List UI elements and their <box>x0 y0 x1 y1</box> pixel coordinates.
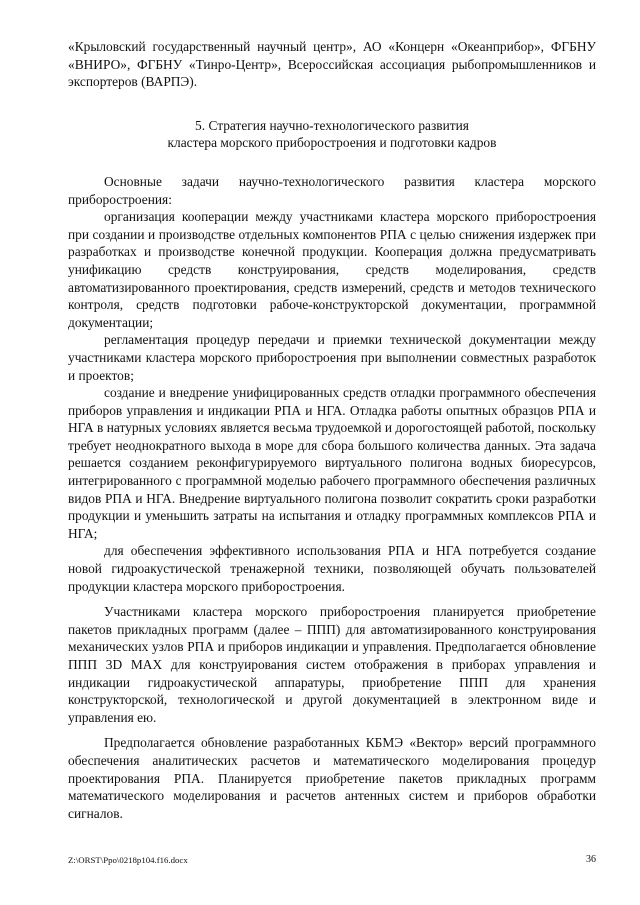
footer-file-path: Z:\ORST\Ppo\0218p104.f16.docx <box>68 855 188 865</box>
paragraph-training-equipment: для обеспечения эффективного использования РПА и НГА потребуется создание новой гидроакустической тренажерной техники, позволяющей обучать пользователей продукции кластера морского приборостроения. <box>68 543 596 594</box>
paragraph-main-tasks: Основные задачи научно-технологического развития кластера морского приборостроения: <box>68 173 596 207</box>
paragraph-debugging-tools: создание и внедрение унифицированных средств отладки программного обеспечения приборов управления и индикации РПА и НГА. Отладка работы опытных образцов РПА и НГА в натурных условиях является весьма трудоемкой и дорогостоящей работой, поскольку требует неоднократного выхода в море для сбора большого количества данных. Эта задача решается созданием реконфигурируемого виртуального полигона водных биоресурсов, интегрированного с программной моделью рабочего программного обеспечения различных видов РПА и НГА. Внедрение виртуального полигона позволит сократить сроки разработки продукции и уменьшить затраты на испытания и отладку программных комплексов РПА и НГА; <box>68 385 596 541</box>
paragraph-documentation-regulation: регламентация процедур передачи и приемки технической документации между участниками кластера морского приборостроения при выполнении совместных разработок и проектов; <box>68 332 596 383</box>
paragraph-software-acquisition: Участниками кластера морского приборостроения планируется приобретение пакетов прикладных программ (далее – ППП) для автоматизированного конструирования механических узлов РПА и приборов индикации и управления. Предполагается обновление ППП 3D MAX для конструирования систем отображения в приборах управления и индикации гидроакустической аппаратуры, приобретение ППП для хранения конструкторской, технологической и другой документацией в электронном виде и управления ею. <box>68 604 596 725</box>
paragraph-software-update: Предполагается обновление разработанных КБМЭ «Вектор» версий программного обеспечения аналитических расчетов и математического моделирования процедур проектирования РПА. Планируется приобретение пакетов прикладных программ математического моделирования и расчетов антенных систем и приборов обработки сигналов. <box>68 735 596 821</box>
section-heading-line-2: кластера морского приборостроения и подготовки кадров <box>167 135 497 151</box>
section-heading <box>68 117 596 152</box>
footer-page-number: 36 <box>586 854 596 865</box>
section-heading-line-1: 5. Стратегия научно-технологического развития <box>195 117 469 133</box>
intro-paragraph: «Крыловский государственный научный центр», АО «Концерн «Океанприбор», ФГБНУ «ВНИРО», ФГБНУ «Тинро-Центр», Всероссийская ассоциация рыбопромышленников и экспортеров (ВАРПЭ). <box>68 39 596 90</box>
document-body <box>68 38 596 822</box>
paragraph-cooperation: организация кооперации между участниками кластера морского приборостроения при создании и производстве отдельных компонентов РПА с целью снижения издержек при разработках и производстве конечной продукции. Кооперация должна предусматривать унификацию средств конструирования, средств моделирования, средств автоматизированного проектирования, средств измерений, средств и методов технического контроля, средств подготовки рабоче-конструкторской документации, программной документации; <box>68 209 596 330</box>
